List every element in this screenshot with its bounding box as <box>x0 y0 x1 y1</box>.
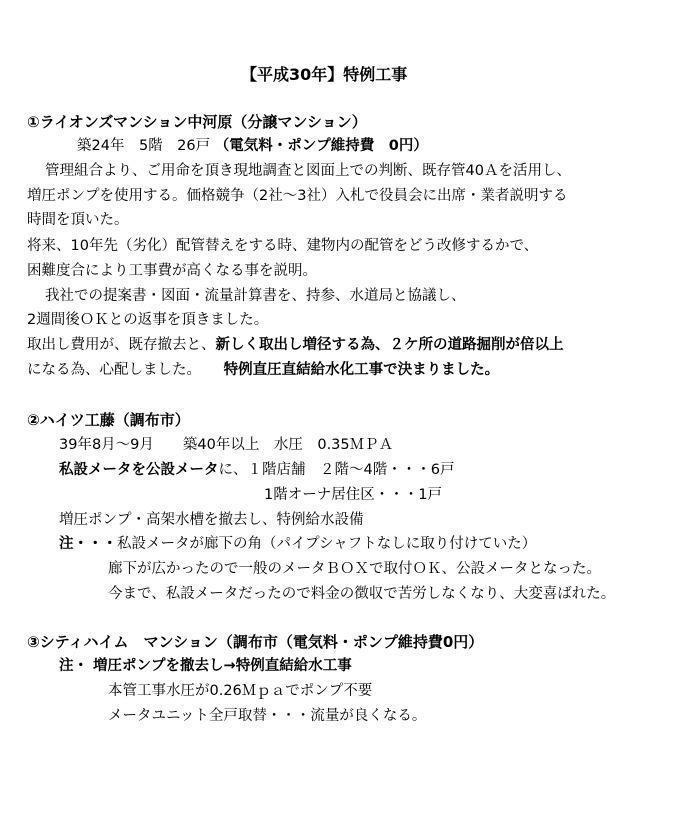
section-1-line-3: 時間を頂いた。 <box>27 212 129 228</box>
section-2-heading: ②ハイツ工藤（調布市） <box>27 411 190 429</box>
section-1-line-4: 将来、10年先（劣化）配管替えをする時、建物内の配管をどう改修するかで、 <box>27 238 539 254</box>
section-2-line-3: 1階オーナ居住区・・・1戸 <box>264 487 442 503</box>
section-1-line-8-text: 取出し費用が、既存撤去と、 <box>27 337 216 353</box>
section-1-line-9 <box>27 360 499 380</box>
section-2-line-6: 廊下が広かったので一般のメータＢＯＸで取付ＯＫ、公設メータとなった。 <box>108 561 601 577</box>
section-1-line-8 <box>27 335 564 355</box>
section-1-heading: ①ライオンズマンション中河原（分譲マンション） <box>27 113 367 131</box>
section-2-note-label: 注・・・ <box>59 536 117 552</box>
section-2-line-2-text: に、１階店舗 ２階〜4階・・・6戸 <box>218 462 455 478</box>
section-1-spec <box>77 136 428 156</box>
section-3-line-1: 注・ 増圧ポンプを撤去し→特例直結給水工事 <box>59 658 352 674</box>
section-2-line-5 <box>59 534 536 554</box>
section-1-line-8-bold: 新しく取出し増径する為、２ケ所の道路掘削が倍以上 <box>215 337 564 353</box>
section-1-spec-text: 築24年 5階 26戸 <box>77 138 211 154</box>
section-3-heading: ③シティハイム マンション（調布市（電気料・ポンプ維持費0円） <box>27 633 484 651</box>
section-1-line-9-bold: 特例直圧直結給水化工事で決まりました。 <box>223 362 500 378</box>
section-2-line-7: 今まで、私設メータだったので料金の徴収で苦労しなくなり、大変喜ばれた。 <box>108 586 616 602</box>
page-title: 【平成30年】特例工事 <box>241 65 408 84</box>
section-2-line-2 <box>59 460 454 480</box>
section-2-note-text: 私設メータが廊下の角（パイプシャフトなしに取り付けていた） <box>117 536 537 552</box>
section-1-spec-cost: （電気料・ポンプ維持費 0円） <box>214 138 428 154</box>
section-2-line-4: 増圧ポンプ・高架水槽を撤去し、特例給水設備 <box>59 512 364 528</box>
section-2-line-1: 39年8月〜9月 築40年以上 水圧 0.35ＭＰＡ <box>59 437 394 453</box>
section-3-line-2: 本管工事水圧が0.26Ｍｐａでポンプ不要 <box>108 683 373 699</box>
section-1-line-2: 増圧ポンプを使用する。価格競争（2社〜3社）入札で役員会に出席・業者説明する <box>27 188 568 204</box>
section-1-line-9-text: になる為、心配しました。 <box>27 362 201 378</box>
section-1-line-1: 管理組合より、ご用命を頂き現地調査と図面上での判断、既存管40Ａを活用し、 <box>45 163 571 179</box>
section-1-line-5: 困難度合により工事費が高くなる事を説明。 <box>27 263 317 279</box>
section-2-line-2-bold: 私設メータを公設メータ <box>59 462 219 478</box>
section-1-line-6: 我社での提案書・図面・流量計算書を、持参、水道局と協議し、 <box>45 288 466 304</box>
section-3-line-3: メータユニット全戸取替・・・流量が良くなる。 <box>108 708 427 724</box>
section-1-line-7: 2週間後ＯＫとの返事を頂きました。 <box>27 312 269 328</box>
